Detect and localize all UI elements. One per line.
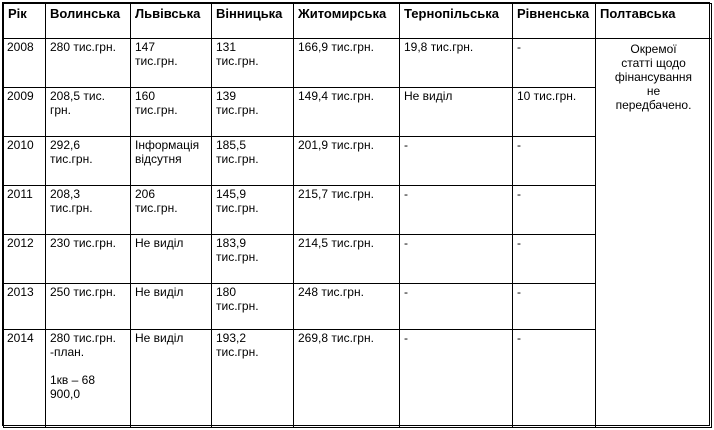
cell-text: - xyxy=(404,236,408,250)
header-vinnytska: Вінницька xyxy=(212,4,294,39)
cell-text: Інформація відсутня xyxy=(135,138,200,166)
cell-text: 131 тис.грн. xyxy=(216,40,259,68)
cell-text: 193,2 тис.грн. xyxy=(216,331,259,359)
cell-rivnenska xyxy=(513,235,596,284)
cell-text: 230 тис.грн. xyxy=(50,236,116,250)
cell-text: 2013 xyxy=(7,285,34,299)
cell-text: 280 тис.грн. -план. 1кв – 68 900,0 xyxy=(50,331,116,401)
header-year: Рік xyxy=(4,4,46,39)
cell-text: 183,9 тис.грн. xyxy=(216,236,259,264)
header-poltavska: Полтавська xyxy=(596,4,712,39)
cell-text: 214,5 тис.грн. xyxy=(298,236,374,250)
cell-text: 19,8 тис.грн. xyxy=(404,40,474,54)
cell-year xyxy=(4,88,46,137)
table-row xyxy=(4,39,712,88)
cell-volynska xyxy=(46,39,131,88)
cell-vinnytska xyxy=(212,39,294,88)
cell-vinnytska xyxy=(212,186,294,235)
cell-text: - xyxy=(517,187,521,201)
funding-table xyxy=(2,2,710,426)
cell-volynska xyxy=(46,88,131,137)
cell-text: 160 тис.грн. xyxy=(135,89,178,117)
cell-rivnenska xyxy=(513,39,596,88)
cell-lvivska xyxy=(131,235,212,284)
cell-vinnytska xyxy=(212,284,294,330)
cell-text: 180 тис.грн. xyxy=(216,285,259,313)
cell-text: 250 тис.грн. xyxy=(50,285,116,299)
cell-text: 280 тис.грн. xyxy=(50,40,116,54)
cell-text: - xyxy=(404,331,408,345)
cell-zhytomyrska xyxy=(294,186,400,235)
cell-text: Не виділ xyxy=(404,89,453,103)
cell-text: - xyxy=(517,40,521,54)
funding-table-grid xyxy=(3,3,712,428)
cell-zhytomyrska xyxy=(294,330,400,428)
cell-poltavska-note xyxy=(596,39,712,428)
cell-text: 215,7 тис.грн. xyxy=(298,187,374,201)
cell-text: Не виділ xyxy=(135,236,184,250)
cell-text: 139 тис.грн. xyxy=(216,89,259,117)
cell-year xyxy=(4,39,46,88)
cell-text: - xyxy=(517,331,521,345)
cell-ternopilska xyxy=(400,284,513,330)
cell-text: 185,5 тис.грн. xyxy=(216,138,259,166)
cell-year xyxy=(4,137,46,186)
cell-lvivska xyxy=(131,330,212,428)
header-lvivska: Львівська xyxy=(131,4,212,39)
cell-text: - xyxy=(404,138,408,152)
cell-year xyxy=(4,284,46,330)
cell-rivnenska xyxy=(513,137,596,186)
cell-text: 10 тис.грн. xyxy=(517,89,577,103)
cell-text: 269,8 тис.грн. xyxy=(298,331,374,345)
cell-text: 2008 xyxy=(7,40,34,54)
cell-ternopilska xyxy=(400,137,513,186)
cell-year xyxy=(4,330,46,428)
cell-ternopilska xyxy=(400,88,513,137)
cell-rivnenska xyxy=(513,330,596,428)
cell-text: 2009 xyxy=(7,89,34,103)
cell-text: Не виділ xyxy=(135,285,184,299)
cell-lvivska xyxy=(131,39,212,88)
cell-zhytomyrska xyxy=(294,39,400,88)
header-zhytomyrska: Житомирська xyxy=(294,4,400,39)
cell-lvivska xyxy=(131,284,212,330)
cell-lvivska xyxy=(131,137,212,186)
cell-vinnytska xyxy=(212,137,294,186)
cell-text: Не виділ xyxy=(135,331,184,345)
cell-text: - xyxy=(404,285,408,299)
cell-text: - xyxy=(517,236,521,250)
cell-lvivska xyxy=(131,88,212,137)
cell-text: 166,9 тис.грн. xyxy=(298,40,374,54)
cell-volynska xyxy=(46,235,131,284)
cell-vinnytska xyxy=(212,235,294,284)
cell-volynska xyxy=(46,330,131,428)
cell-rivnenska xyxy=(513,284,596,330)
cell-vinnytska xyxy=(212,88,294,137)
cell-text: 147 тис.грн. xyxy=(135,40,178,68)
cell-text: 201,9 тис.грн. xyxy=(298,138,374,152)
cell-ternopilska xyxy=(400,186,513,235)
cell-text: - xyxy=(404,187,408,201)
header-row xyxy=(4,4,712,39)
cell-text: - xyxy=(517,138,521,152)
cell-ternopilska xyxy=(400,330,513,428)
cell-rivnenska xyxy=(513,88,596,137)
cell-zhytomyrska xyxy=(294,235,400,284)
cell-year xyxy=(4,235,46,284)
cell-vinnytska xyxy=(212,330,294,428)
cell-text: 149,4 тис.грн. xyxy=(298,89,374,103)
cell-year xyxy=(4,186,46,235)
cell-rivnenska xyxy=(513,186,596,235)
cell-text: - xyxy=(517,285,521,299)
cell-volynska xyxy=(46,186,131,235)
cell-ternopilska xyxy=(400,39,513,88)
cell-zhytomyrska xyxy=(294,284,400,330)
cell-text: 2014 xyxy=(7,331,34,345)
cell-text: 248 тис.грн. xyxy=(298,285,364,299)
cell-text: 292,6 тис.грн. xyxy=(50,138,93,166)
cell-zhytomyrska xyxy=(294,88,400,137)
cell-ternopilska xyxy=(400,235,513,284)
cell-text: 2010 xyxy=(7,138,34,152)
cell-text: 145,9 тис.грн. xyxy=(216,187,259,215)
cell-text: 2012 xyxy=(7,236,34,250)
header-rivnenska: Рівненська xyxy=(513,4,596,39)
poltavska-note-text: Окремої статті щодо фінансування не передбачено. xyxy=(614,42,693,112)
cell-zhytomyrska xyxy=(294,137,400,186)
cell-lvivska xyxy=(131,186,212,235)
header-ternopilska: Тернопільська xyxy=(400,4,513,39)
cell-text: 208,5 тис. грн. xyxy=(50,89,105,117)
cell-volynska xyxy=(46,137,131,186)
cell-volynska xyxy=(46,284,131,330)
cell-text: 206 тис.грн. xyxy=(135,187,178,215)
cell-text: 2011 xyxy=(7,187,33,201)
header-volynska: Волинська xyxy=(46,4,131,39)
cell-text: 208,3 тис.грн. xyxy=(50,187,93,215)
